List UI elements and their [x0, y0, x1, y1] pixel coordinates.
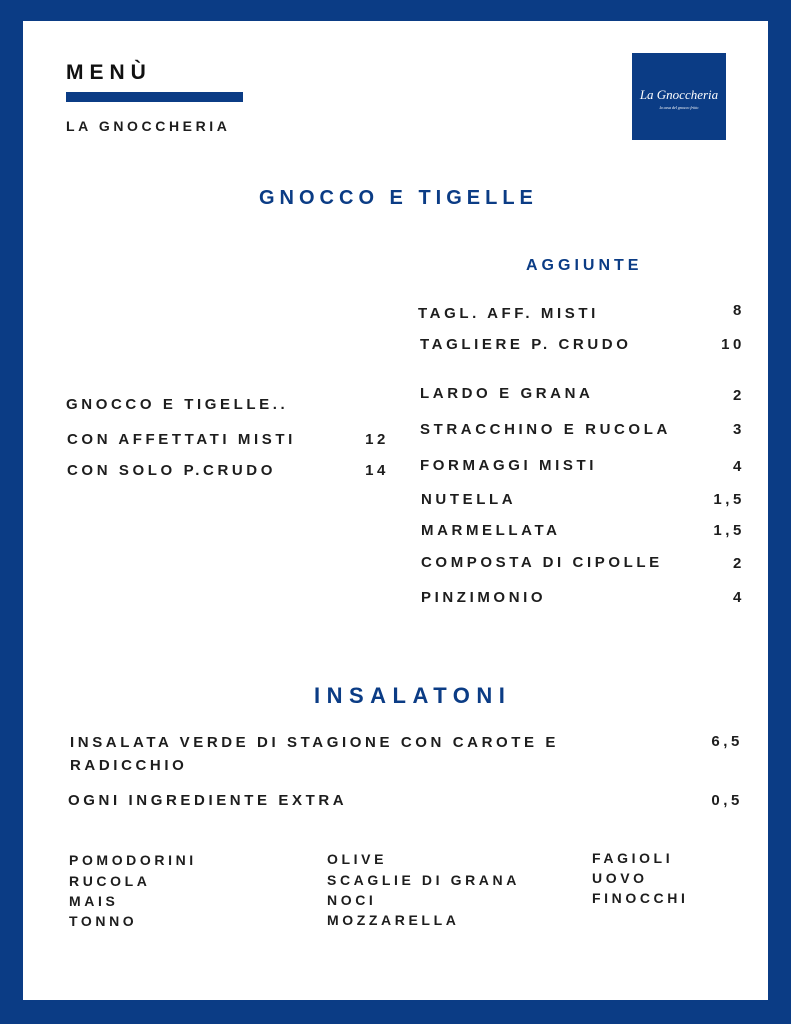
- gnocco-intro: GNOCCO E TIGELLE..: [66, 396, 289, 413]
- extra-ingredient: MOZZARELLA: [327, 912, 460, 928]
- restaurant-logo: [632, 53, 726, 140]
- addon-price: 2: [733, 387, 745, 404]
- menu-item-name: CON AFFETTATI MISTI: [67, 431, 296, 448]
- section-title-aggiunte: AGGIUNTE: [526, 257, 643, 274]
- title-underline: [66, 92, 243, 102]
- extra-ingredient: RUCOLA: [69, 873, 151, 889]
- addon-name: FORMAGGI MISTI: [420, 457, 598, 474]
- page-title: MENÙ: [66, 61, 152, 84]
- extra-label: OGNI INGREDIENTE EXTRA: [68, 792, 348, 809]
- addon-price: 4: [733, 589, 745, 606]
- extra-ingredient: TONNO: [69, 913, 138, 929]
- extra-ingredient: UOVO: [592, 870, 648, 886]
- logo-tagline: la casa del gnocco fritto: [659, 105, 699, 110]
- section-title-gnocco: GNOCCO E TIGELLE: [259, 187, 538, 209]
- addon-price: 1,5: [713, 491, 745, 508]
- addon-name: LARDO E GRANA: [420, 385, 594, 402]
- extra-ingredient: OLIVE: [327, 851, 388, 867]
- extra-ingredient: POMODORINI: [69, 852, 197, 868]
- logo-name: La Gnoccheria: [639, 87, 719, 102]
- extra-ingredient: FAGIOLI: [592, 850, 674, 866]
- addon-name: STRACCHINO E RUCOLA: [420, 421, 671, 438]
- addon-name: COMPOSTA DI CIPOLLE: [421, 554, 663, 571]
- menu-page: [23, 21, 768, 1000]
- extra-ingredient: MAIS: [69, 893, 119, 909]
- extra-ingredient: SCAGLIE DI GRANA: [327, 872, 520, 888]
- addon-price: 10: [721, 336, 745, 353]
- addon-price: 8: [733, 302, 745, 319]
- addon-price: 3: [733, 421, 745, 438]
- addon-name: TAGL. AFF. MISTI: [418, 305, 599, 322]
- menu-item-name: CON SOLO P.CRUDO: [67, 462, 277, 479]
- salad-price: 6,5: [711, 733, 743, 750]
- addon-name: TAGLIERE P. CRUDO: [420, 336, 632, 353]
- addon-price: 2: [733, 555, 745, 572]
- addon-name: MARMELLATA: [421, 522, 561, 539]
- extra-ingredient: NOCI: [327, 892, 377, 908]
- extra-price: 0,5: [711, 792, 743, 809]
- addon-price: 4: [733, 458, 745, 475]
- addon-price: 1,5: [713, 522, 745, 539]
- menu-item-price: 14: [365, 462, 389, 479]
- addon-name: NUTELLA: [421, 491, 517, 508]
- addon-name: PINZIMONIO: [421, 589, 547, 606]
- restaurant-name: LA GNOCCHERIA: [66, 118, 231, 134]
- salad-name: INSALATA VERDE DI STAGIONE CON CAROTE E RADICCHIO: [70, 734, 560, 774]
- extra-ingredient: FINOCCHI: [592, 890, 689, 906]
- menu-item-price: 12: [365, 431, 389, 448]
- section-title-insalatoni: INSALATONI: [314, 683, 512, 708]
